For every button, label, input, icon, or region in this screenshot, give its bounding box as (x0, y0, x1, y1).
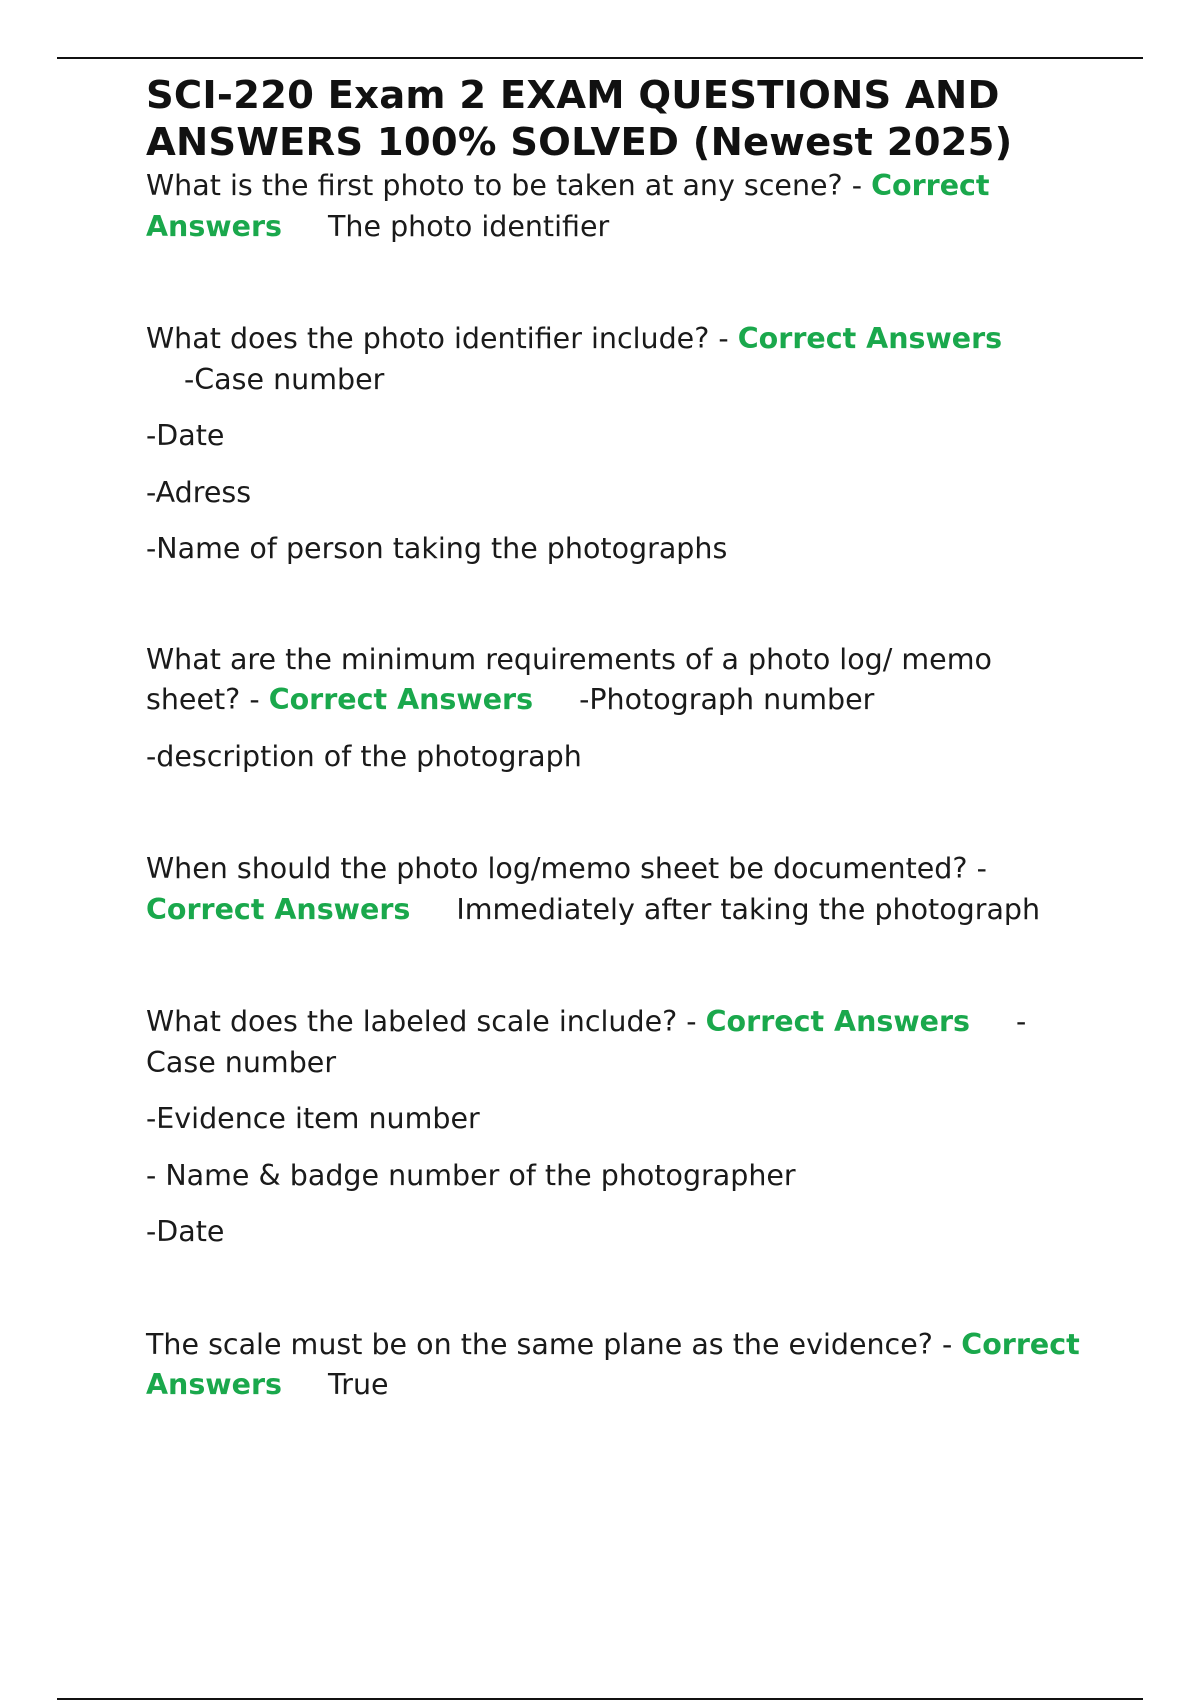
correct-answers-label: Correct Answers (146, 1327, 1080, 1401)
answer-text: True (328, 1368, 389, 1401)
document-body (146, 72, 1086, 1406)
document-title: SCI-220 Exam 2 EXAM QUESTIONS AND ANSWERS 100% SOLVED (Newest 2025) (146, 73, 1013, 165)
question-text: What does the photo identifier include? - Correct Answers (146, 322, 1003, 355)
qa-block (146, 640, 1086, 778)
answer-item: -Name of person taking the photographs (146, 532, 728, 565)
answer-text: Immediately after taking the photograph (456, 892, 1041, 926)
answer-text: The photo identifier (328, 209, 610, 243)
answer-text: -Case number (146, 1005, 1027, 1079)
answer-item: -Date (146, 1215, 225, 1248)
correct-answers-label: Correct Answers (146, 169, 990, 243)
qa-block (146, 1325, 1086, 1406)
answer-item: -Case number (184, 362, 385, 396)
answer-item: -Adress (146, 475, 252, 509)
correct-answers-label: Correct Answers (146, 892, 411, 926)
answer-item: -Date (146, 419, 225, 452)
qa-block (146, 166, 1086, 247)
question-text: What is the first photo to be taken at any scene? - Correct Answers The photo identifier (146, 169, 990, 243)
correct-answers-label: Correct Answers (705, 1005, 971, 1038)
top-rule (57, 57, 1143, 59)
qa-block (146, 319, 1086, 570)
correct-answers-label: Correct Answers (268, 683, 534, 716)
question-text: What are the minimum requirements of a photo log/ memo sheet? - Correct Answers -Photograph number (146, 642, 992, 716)
answer-item: -description of the photograph (146, 739, 582, 773)
answer-item: -Evidence item number (146, 1102, 480, 1135)
qa-block (146, 1002, 1086, 1253)
question-text: When should the photo log/memo sheet be documented? - Correct Answers Immediately after taking the photograph (146, 852, 1041, 926)
answer-item: - Name & badge number of the photographer (146, 1158, 796, 1192)
correct-answers-label: Correct Answers (737, 322, 1003, 355)
question-text: What does the labeled scale include? - Correct Answers -Case number (146, 1005, 1027, 1079)
question-text: The scale must be on the same plane as the evidence? - Correct Answers True (146, 1327, 1080, 1401)
qa-block (146, 849, 1086, 930)
answer-text: -Photograph number (579, 683, 875, 716)
